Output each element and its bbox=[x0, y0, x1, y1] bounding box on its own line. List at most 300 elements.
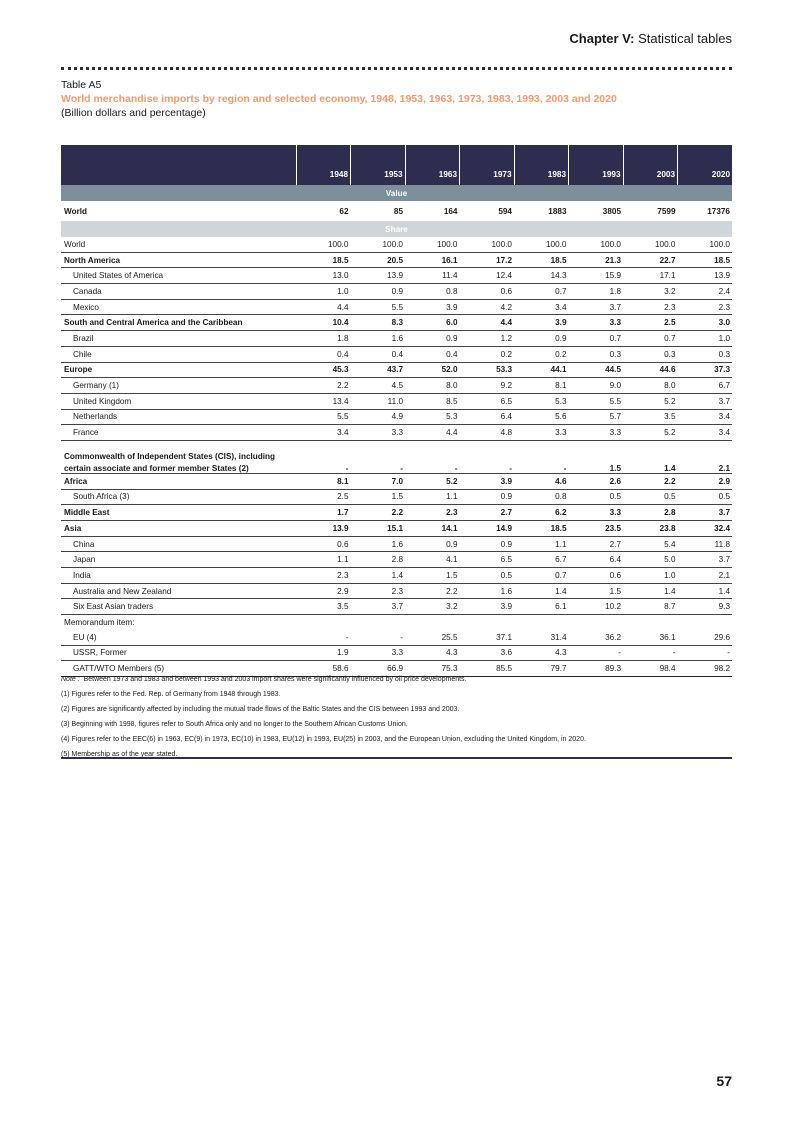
dotted-divider bbox=[61, 67, 732, 70]
row-label: Australia and New Zealand bbox=[61, 583, 296, 599]
value-cell: - bbox=[296, 630, 351, 645]
table-row bbox=[61, 362, 732, 378]
value-cell: 0.5 bbox=[623, 489, 678, 505]
value-cell: 18.5 bbox=[296, 252, 351, 268]
value-cell: 4.4 bbox=[296, 299, 351, 315]
table-row bbox=[61, 552, 732, 568]
table-label: Table A5 bbox=[61, 79, 102, 91]
year-header: 1973 bbox=[460, 145, 515, 185]
value-cell: 3.9 bbox=[514, 315, 569, 331]
value-cell: 2.7 bbox=[460, 505, 515, 521]
value-cell: 4.4 bbox=[405, 425, 460, 441]
value-cell: 5.0 bbox=[623, 552, 678, 568]
value-cell: 5.2 bbox=[405, 473, 460, 489]
value-cell: 0.7 bbox=[514, 284, 569, 300]
table-row bbox=[61, 268, 732, 284]
value-cell: 11.4 bbox=[405, 268, 460, 284]
value-cell: 0.3 bbox=[678, 346, 733, 362]
value-cell: 3.7 bbox=[351, 599, 406, 615]
value-cell: 0.4 bbox=[351, 346, 406, 362]
value-cell: 100.0 bbox=[569, 237, 624, 252]
value-cell: 3.7 bbox=[678, 505, 733, 521]
value-cell: 8.7 bbox=[623, 599, 678, 615]
value-cell: 1.6 bbox=[351, 331, 406, 347]
value-cell: 100.0 bbox=[460, 237, 515, 252]
value-cell: 2.2 bbox=[351, 505, 406, 521]
value-cell: 1.8 bbox=[569, 284, 624, 300]
value-cell: 2.8 bbox=[351, 552, 406, 568]
value-cell: 6.1 bbox=[514, 599, 569, 615]
row-label: Middle East bbox=[61, 505, 296, 521]
value-cell: 0.9 bbox=[405, 536, 460, 552]
value-cell: 3.3 bbox=[351, 425, 406, 441]
value-cell: 20.5 bbox=[351, 252, 406, 268]
cis-label-row bbox=[61, 449, 732, 461]
value-cell: 100.0 bbox=[405, 237, 460, 252]
value-cell: 4.1 bbox=[405, 552, 460, 568]
value-cell: 3.5 bbox=[623, 409, 678, 425]
table-notes bbox=[61, 672, 732, 762]
value-cell: 3.7 bbox=[678, 393, 733, 409]
bottom-rule bbox=[61, 757, 732, 759]
row-label: North America bbox=[61, 252, 296, 268]
table-row bbox=[61, 461, 732, 474]
value-cell: 44.6 bbox=[623, 362, 678, 378]
value-cell: 1.0 bbox=[296, 284, 351, 300]
value-cell: 5.7 bbox=[569, 409, 624, 425]
value-cell: 53.3 bbox=[460, 362, 515, 378]
year-header: 2003 bbox=[623, 145, 678, 185]
world-value-row bbox=[61, 201, 732, 221]
value-cell: 43.7 bbox=[351, 362, 406, 378]
row-label: United Kingdom bbox=[61, 393, 296, 409]
year-header: 2020 bbox=[678, 145, 733, 185]
value-cell: 98.2 bbox=[678, 661, 733, 677]
value-cell: 0.6 bbox=[460, 284, 515, 300]
value-cell: 1.0 bbox=[678, 331, 733, 347]
value-cell: - bbox=[623, 645, 678, 661]
value-cell: 17.2 bbox=[460, 252, 515, 268]
value-cell: 6.5 bbox=[460, 393, 515, 409]
value-cell: 11.8 bbox=[678, 536, 733, 552]
value-cell: 2.2 bbox=[623, 473, 678, 489]
value-cell: 2.5 bbox=[296, 489, 351, 505]
value-cell: 2.7 bbox=[569, 536, 624, 552]
value-cell: 0.2 bbox=[460, 346, 515, 362]
row-label: Chile bbox=[61, 346, 296, 362]
value-cell: 3805 bbox=[602, 206, 621, 216]
year-header: 1953 bbox=[351, 145, 406, 185]
table-row bbox=[61, 331, 732, 347]
value-cell: 2.3 bbox=[623, 299, 678, 315]
value-cell: 0.9 bbox=[351, 284, 406, 300]
value-cell: 32.4 bbox=[678, 521, 733, 537]
row-label: Commonwealth of Independent States (CIS), including bbox=[64, 451, 276, 461]
year-header: 1948 bbox=[296, 145, 351, 185]
value-cell: 2.1 bbox=[678, 568, 733, 584]
note-text: Between 1973 and 1983 and between 1993 and 2003 import shares were significantly influenced by oil price developments. bbox=[83, 676, 467, 683]
value-cell: 2.6 bbox=[569, 473, 624, 489]
value-cell: 12.4 bbox=[460, 268, 515, 284]
value-cell: 9.2 bbox=[460, 378, 515, 394]
value-cell: 2.2 bbox=[296, 378, 351, 394]
value-cell: 18.5 bbox=[514, 521, 569, 537]
table-row bbox=[61, 425, 732, 441]
value-cell: - bbox=[405, 461, 460, 474]
value-cell: 3.0 bbox=[678, 315, 733, 331]
footnote: (1) Figures refer to the Fed. Rep. of Germany from 1948 through 1983. bbox=[61, 691, 281, 698]
row-label: South and Central America and the Caribbean bbox=[61, 315, 296, 331]
value-cell: - bbox=[296, 461, 351, 474]
table-row bbox=[61, 599, 732, 615]
value-cell: 5.4 bbox=[623, 536, 678, 552]
chapter-header bbox=[569, 31, 732, 46]
value-cell: 0.6 bbox=[296, 536, 351, 552]
value-cell: 0.8 bbox=[405, 284, 460, 300]
table-row bbox=[61, 521, 732, 537]
share-band bbox=[61, 221, 732, 237]
value-cell: 6.5 bbox=[460, 552, 515, 568]
value-cell: 8.0 bbox=[623, 378, 678, 394]
value-cell: 3.5 bbox=[296, 599, 351, 615]
value-cell: 98.4 bbox=[623, 661, 678, 677]
footnote: (5) Membership as of the year stated. bbox=[61, 751, 178, 758]
value-cell: 100.0 bbox=[296, 237, 351, 252]
value-cell: 1.9 bbox=[296, 645, 351, 661]
note-line bbox=[61, 672, 732, 687]
table-row bbox=[61, 252, 732, 268]
value-cell: 23.5 bbox=[569, 521, 624, 537]
row-label: World bbox=[64, 206, 88, 216]
row-label: United States of America bbox=[61, 268, 296, 284]
value-cell: 3.3 bbox=[569, 425, 624, 441]
spacer-cell bbox=[61, 440, 732, 449]
value-cell: 5.6 bbox=[514, 409, 569, 425]
note-label: Note : bbox=[61, 676, 80, 683]
row-label: World bbox=[61, 237, 296, 252]
value-cell: 13.0 bbox=[296, 268, 351, 284]
value-cell: 62 bbox=[339, 206, 349, 216]
value-cell: 1883 bbox=[548, 206, 567, 216]
value-cell: 0.9 bbox=[405, 331, 460, 347]
value-cell: 1.1 bbox=[514, 536, 569, 552]
chapter-title: Statistical tables bbox=[638, 31, 732, 46]
value-cell: 0.2 bbox=[514, 346, 569, 362]
table-unit: (Billion dollars and percentage) bbox=[61, 107, 206, 119]
value-cell: 18.5 bbox=[514, 252, 569, 268]
value-cell: 13.9 bbox=[351, 268, 406, 284]
value-cell: 4.2 bbox=[460, 299, 515, 315]
value-cell: 7.0 bbox=[351, 473, 406, 489]
value-cell: 5.3 bbox=[405, 409, 460, 425]
chapter-number: Chapter V: bbox=[569, 31, 635, 46]
value-cell: 3.9 bbox=[405, 299, 460, 315]
spacer-row bbox=[61, 440, 732, 449]
value-cell: 2.3 bbox=[405, 505, 460, 521]
value-cell: 1.5 bbox=[405, 568, 460, 584]
value-cell: 0.4 bbox=[296, 346, 351, 362]
table-row bbox=[61, 409, 732, 425]
value-cell: 58.6 bbox=[296, 661, 351, 677]
value-cell: 31.4 bbox=[514, 630, 569, 645]
value-cell: 0.4 bbox=[405, 346, 460, 362]
table-row bbox=[61, 284, 732, 300]
year-header: 1993 bbox=[569, 145, 624, 185]
row-label: Mexico bbox=[61, 299, 296, 315]
value-cell: 2.3 bbox=[296, 568, 351, 584]
value-cell: 6.2 bbox=[514, 505, 569, 521]
value-cell: 4.9 bbox=[351, 409, 406, 425]
value-cell: 1.4 bbox=[623, 583, 678, 599]
value-cell: 17.1 bbox=[623, 268, 678, 284]
value-cell: 3.3 bbox=[569, 315, 624, 331]
value-cell: 36.2 bbox=[569, 630, 624, 645]
value-cell: - bbox=[351, 630, 406, 645]
value-cell: 1.4 bbox=[623, 461, 678, 474]
value-cell: 4.8 bbox=[460, 425, 515, 441]
value-cell: 3.3 bbox=[351, 645, 406, 661]
value-cell: 15.1 bbox=[351, 521, 406, 537]
row-label: Asia bbox=[61, 521, 296, 537]
value-cell: 0.6 bbox=[569, 568, 624, 584]
value-cell: 3.4 bbox=[296, 425, 351, 441]
value-cell: - bbox=[351, 461, 406, 474]
value-cell: 1.7 bbox=[296, 505, 351, 521]
label-header-cell bbox=[61, 145, 296, 185]
value-cell: 16.1 bbox=[405, 252, 460, 268]
value-cell: 0.7 bbox=[514, 568, 569, 584]
value-cell: 8.0 bbox=[405, 378, 460, 394]
value-cell: 5.2 bbox=[623, 425, 678, 441]
value-cell: 3.9 bbox=[460, 599, 515, 615]
value-cell: 5.5 bbox=[569, 393, 624, 409]
row-label: certain associate and former member States (2) bbox=[61, 461, 296, 474]
value-cell: 9.0 bbox=[569, 378, 624, 394]
value-cell: 5.2 bbox=[623, 393, 678, 409]
value-cell: 8.1 bbox=[296, 473, 351, 489]
value-cell: 3.7 bbox=[678, 552, 733, 568]
value-cell: - bbox=[569, 645, 624, 661]
value-cell: 17376 bbox=[707, 206, 730, 216]
table-row bbox=[61, 505, 732, 521]
table-row bbox=[61, 473, 732, 489]
value-cell: 25.5 bbox=[405, 630, 460, 645]
value-cell: 3.4 bbox=[678, 409, 733, 425]
row-label: Japan bbox=[61, 552, 296, 568]
page-number: 57 bbox=[716, 1073, 732, 1089]
value-cell: 0.7 bbox=[623, 331, 678, 347]
value-cell: 100.0 bbox=[351, 237, 406, 252]
value-cell: 6.7 bbox=[678, 378, 733, 394]
row-label: GATT/WTO Members (5) bbox=[61, 661, 296, 677]
value-cell: 6.7 bbox=[514, 552, 569, 568]
value-cell: 0.3 bbox=[569, 346, 624, 362]
row-label: Canada bbox=[61, 284, 296, 300]
value-cell: 1.2 bbox=[460, 331, 515, 347]
value-cell: 3.2 bbox=[405, 599, 460, 615]
value-cell: 8.5 bbox=[405, 393, 460, 409]
value-cell: - bbox=[460, 461, 515, 474]
year-header-row bbox=[61, 145, 732, 185]
value-cell: 1.5 bbox=[351, 489, 406, 505]
footnote: (4) Figures refer to the EEC(6) in 1963, EC(9) in 1973, EC(10) in 1983, EU(12) in 1993, EU(25) in 2003, and the European Union, excluding the United Kingdom, in 2020. bbox=[61, 736, 586, 743]
value-cell: 3.9 bbox=[460, 473, 515, 489]
value-cell: 3.3 bbox=[569, 505, 624, 521]
value-cell: 8.3 bbox=[351, 315, 406, 331]
value-cell: 44.5 bbox=[569, 362, 624, 378]
footnote: (2) Figures are significantly affected by including the mutual trade flows of the Baltic States and the CIS between 1993 and 2003. bbox=[61, 706, 460, 713]
table-row bbox=[61, 568, 732, 584]
row-label: France bbox=[61, 425, 296, 441]
value-cell: 3.4 bbox=[514, 299, 569, 315]
value-cell: 100.0 bbox=[514, 237, 569, 252]
table-row bbox=[61, 630, 732, 645]
value-cell: 2.4 bbox=[678, 284, 733, 300]
value-band-label: Value bbox=[61, 185, 732, 201]
value-cell: 164 bbox=[443, 206, 458, 216]
imports-table bbox=[61, 145, 732, 677]
value-cell: 0.5 bbox=[569, 489, 624, 505]
value-cell: 1.6 bbox=[351, 536, 406, 552]
value-cell: 0.3 bbox=[623, 346, 678, 362]
value-cell: 4.4 bbox=[460, 315, 515, 331]
value-cell: 1.4 bbox=[351, 568, 406, 584]
value-cell: 100.0 bbox=[678, 237, 733, 252]
row-label: China bbox=[61, 536, 296, 552]
value-cell: 2.1 bbox=[678, 461, 733, 474]
value-cell: 18.5 bbox=[678, 252, 733, 268]
value-cell: 75.3 bbox=[405, 661, 460, 677]
year-header: 1983 bbox=[514, 145, 569, 185]
value-cell: 14.1 bbox=[405, 521, 460, 537]
value-cell: 37.1 bbox=[460, 630, 515, 645]
value-cell: 11.0 bbox=[351, 393, 406, 409]
value-cell: 37.3 bbox=[678, 362, 733, 378]
value-cell: 23.8 bbox=[623, 521, 678, 537]
value-cell: 0.7 bbox=[569, 331, 624, 347]
value-cell: 79.7 bbox=[514, 661, 569, 677]
table-row bbox=[61, 536, 732, 552]
value-cell: 2.3 bbox=[351, 583, 406, 599]
value-cell: 2.5 bbox=[623, 315, 678, 331]
value-cell: 3.6 bbox=[460, 645, 515, 661]
value-cell: 5.3 bbox=[514, 393, 569, 409]
value-cell: 1.5 bbox=[569, 583, 624, 599]
value-cell: 2.2 bbox=[405, 583, 460, 599]
table-row bbox=[61, 645, 732, 661]
value-cell: 29.6 bbox=[678, 630, 733, 645]
value-cell: 13.9 bbox=[296, 521, 351, 537]
value-cell: 2.9 bbox=[678, 473, 733, 489]
table-row bbox=[61, 489, 732, 505]
value-cell: 0.5 bbox=[460, 568, 515, 584]
value-cell: 1.8 bbox=[296, 331, 351, 347]
row-label: EU (4) bbox=[61, 630, 296, 645]
value-cell: 14.3 bbox=[514, 268, 569, 284]
row-label: Six East Asian traders bbox=[61, 599, 296, 615]
table-title: World merchandise imports by region and selected economy, 1948, 1953, 1963, 1973, 1983, 1993, 2003 and 2020 bbox=[61, 93, 617, 105]
value-cell: 85 bbox=[393, 206, 403, 216]
value-cell: 1.1 bbox=[405, 489, 460, 505]
value-cell: 10.2 bbox=[569, 599, 624, 615]
value-cell: 15.9 bbox=[569, 268, 624, 284]
value-cell: 594 bbox=[498, 206, 512, 216]
value-cell: 6.4 bbox=[460, 409, 515, 425]
value-cell: 89.3 bbox=[569, 661, 624, 677]
value-cell: 100.0 bbox=[623, 237, 678, 252]
value-cell: 3.7 bbox=[569, 299, 624, 315]
row-label: Memorandum item: bbox=[64, 617, 135, 627]
value-cell: - bbox=[678, 645, 733, 661]
table-row bbox=[61, 299, 732, 315]
value-cell: 6.4 bbox=[569, 552, 624, 568]
value-cell: 3.4 bbox=[678, 425, 733, 441]
table-row bbox=[61, 378, 732, 394]
value-cell: 0.9 bbox=[460, 536, 515, 552]
value-cell: 5.5 bbox=[296, 409, 351, 425]
row-label: Europe bbox=[61, 362, 296, 378]
row-label: Brazil bbox=[61, 331, 296, 347]
value-cell: 4.5 bbox=[351, 378, 406, 394]
value-cell: 6.0 bbox=[405, 315, 460, 331]
value-cell: - bbox=[514, 461, 569, 474]
value-cell: 45.3 bbox=[296, 362, 351, 378]
value-cell: 5.5 bbox=[351, 299, 406, 315]
value-cell: 4.3 bbox=[405, 645, 460, 661]
row-label: Germany (1) bbox=[61, 378, 296, 394]
table-row bbox=[61, 315, 732, 331]
table-row bbox=[61, 346, 732, 362]
value-cell: 0.8 bbox=[514, 489, 569, 505]
value-cell: 1.1 bbox=[296, 552, 351, 568]
value-cell: 3.3 bbox=[514, 425, 569, 441]
value-cell: 13.4 bbox=[296, 393, 351, 409]
value-cell: 2.9 bbox=[296, 583, 351, 599]
table-row bbox=[61, 237, 732, 252]
value-cell: 66.9 bbox=[351, 661, 406, 677]
row-label: USSR, Former bbox=[61, 645, 296, 661]
value-band bbox=[61, 185, 732, 201]
value-cell: 4.3 bbox=[514, 645, 569, 661]
value-cell: 1.4 bbox=[678, 583, 733, 599]
share-band-label: Share bbox=[61, 221, 732, 237]
value-cell: 44.1 bbox=[514, 362, 569, 378]
footnote: (3) Beginning with 1998, figures refer to South Africa only and no longer to the Southern African Customs Union. bbox=[61, 721, 408, 728]
value-cell: 0.9 bbox=[514, 331, 569, 347]
value-cell: 52.0 bbox=[405, 362, 460, 378]
memo-header-row bbox=[61, 615, 732, 630]
value-cell: 1.4 bbox=[514, 583, 569, 599]
value-cell: 21.3 bbox=[569, 252, 624, 268]
table-row bbox=[61, 393, 732, 409]
value-cell: 13.9 bbox=[678, 268, 733, 284]
value-cell: 10.4 bbox=[296, 315, 351, 331]
value-cell: 7599 bbox=[657, 206, 676, 216]
value-cell: 1.0 bbox=[623, 568, 678, 584]
value-cell: 0.5 bbox=[678, 489, 733, 505]
value-cell: 85.5 bbox=[460, 661, 515, 677]
value-cell: 8.1 bbox=[514, 378, 569, 394]
value-cell: 4.6 bbox=[514, 473, 569, 489]
value-cell: 2.8 bbox=[623, 505, 678, 521]
table-row bbox=[61, 583, 732, 599]
value-cell: 3.2 bbox=[623, 284, 678, 300]
value-cell: 2.3 bbox=[678, 299, 733, 315]
row-label: Africa bbox=[61, 473, 296, 489]
value-cell: 1.5 bbox=[569, 461, 624, 474]
value-cell: 9.3 bbox=[678, 599, 733, 615]
value-cell: 14.9 bbox=[460, 521, 515, 537]
